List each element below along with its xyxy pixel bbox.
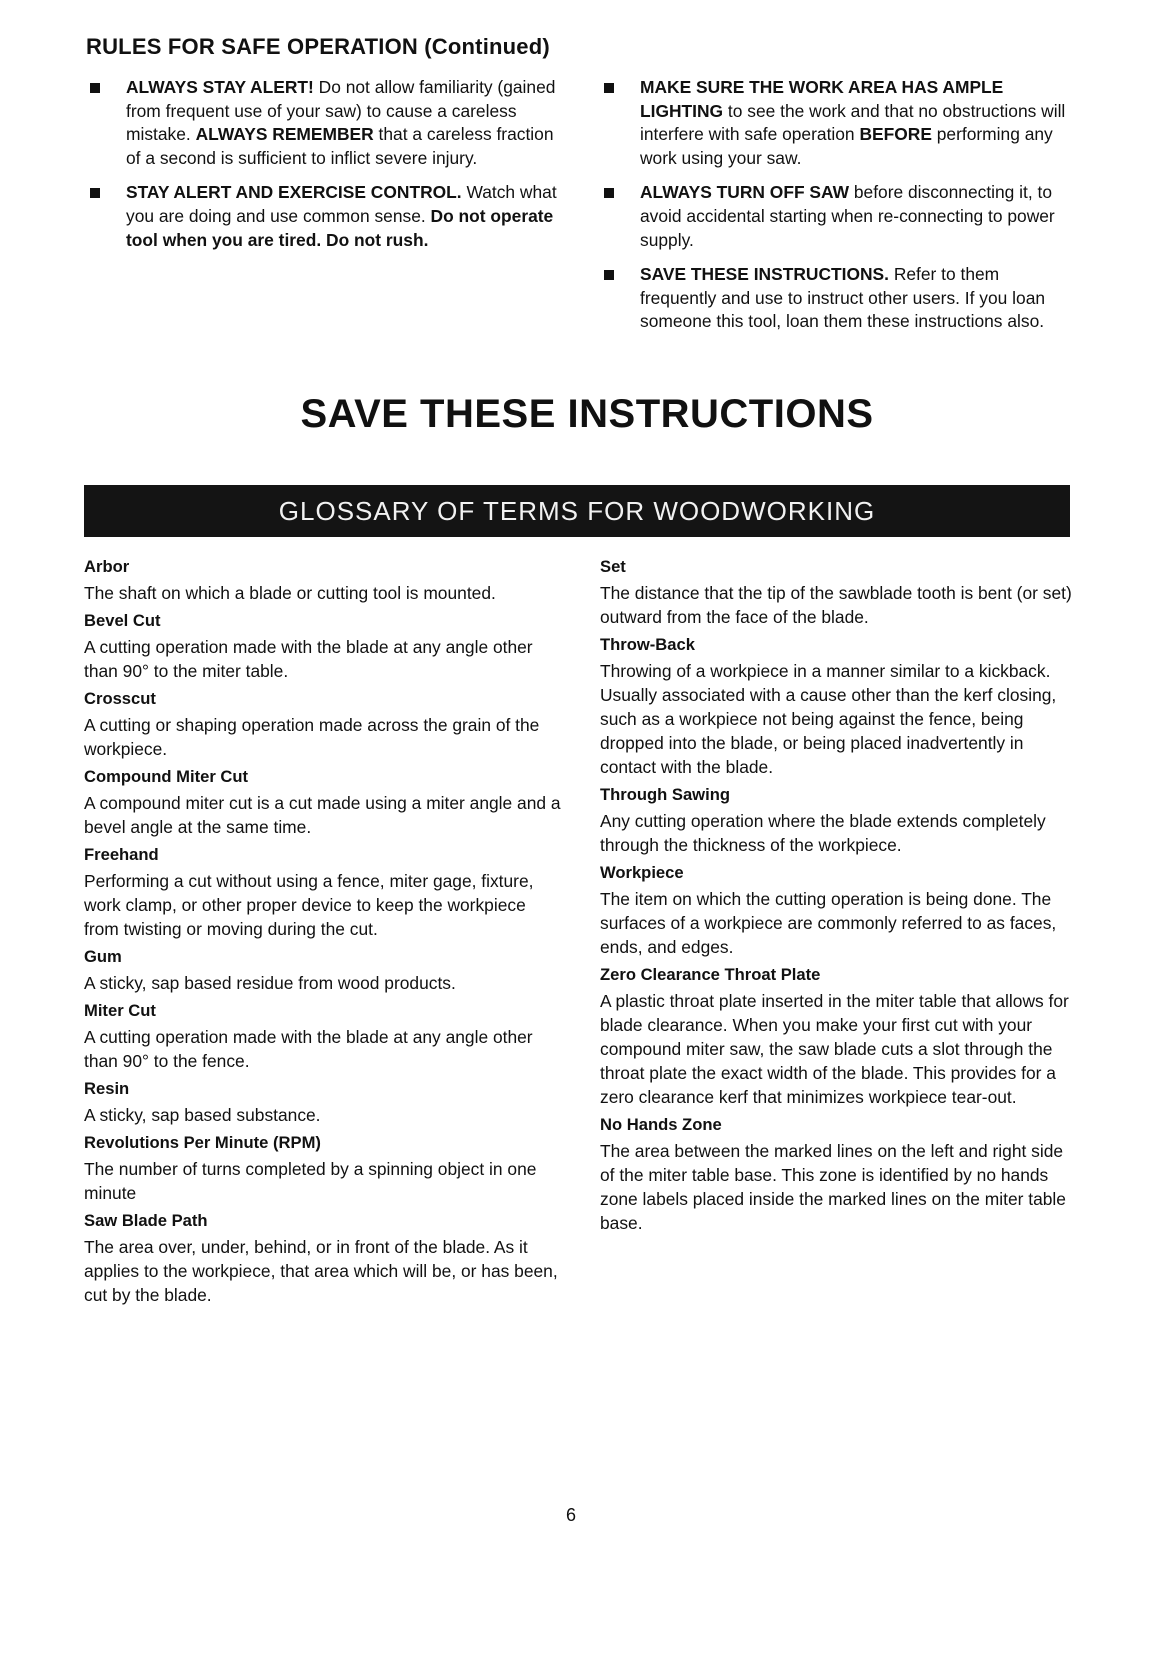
glossary-entry (600, 634, 1080, 779)
glossary-banner: GLOSSARY OF TERMS FOR WOODWORKING (84, 485, 1070, 537)
rule-text: performing any work using your saw. (640, 124, 1053, 168)
section-title: RULES FOR SAFE OPERATION (Continued) (86, 34, 550, 59)
glossary-term: Workpiece (600, 863, 684, 882)
safety-rule (600, 181, 1070, 252)
glossary-term: Resin (84, 1079, 130, 1098)
glossary-definition: Performing a cut without using a fence, miter gage, fixture, work clamp, or other proper device to keep the workpiece from twisting or moving during the cut. (84, 871, 534, 939)
rule-emphasis: SAVE THESE INSTRUCTIONS. (640, 264, 889, 285)
glossary-right-column (600, 556, 1080, 1240)
glossary-term: Freehand (84, 845, 159, 864)
glossary-entry (600, 1114, 1080, 1235)
glossary-entry (600, 784, 1080, 857)
rule-text: Refer to them frequently and use to instruct other users. If you loan someone this tool, loan them these instructions also. (640, 264, 1046, 332)
square-bullet-icon (604, 270, 614, 280)
safety-rule (86, 76, 564, 170)
glossary-term: Bevel Cut (84, 611, 161, 630)
rule-emphasis: ALWAYS STAY ALERT! (126, 77, 314, 97)
page-number: 6 (566, 1505, 577, 1525)
rule-emphasis: ALWAYS TURN OFF SAW (640, 182, 850, 203)
glossary-definition: A sticky, sap based residue from wood products. (84, 973, 456, 993)
glossary-definition: A cutting or shaping operation made across the grain of the workpiece. (84, 715, 540, 759)
glossary-term: Revolutions Per Minute (RPM) (84, 1133, 321, 1152)
glossary-entry (84, 610, 564, 683)
square-bullet-icon (604, 83, 614, 93)
glossary-definition: A cutting operation made with the blade at any angle other than 90° to the fence. (84, 1027, 533, 1071)
glossary-entry (84, 1000, 564, 1073)
rule-emphasis: STAY ALERT AND EXERCISE CONTROL. (126, 182, 462, 203)
glossary-term: Throw-Back (600, 635, 695, 654)
square-bullet-icon (90, 83, 100, 93)
rule-text: Watch what you are doing and use common sense. (126, 182, 557, 226)
safety-rule (600, 263, 1070, 334)
rule-emphasis: Do not operate tool when you are tired. Do not rush. (126, 205, 554, 250)
glossary-entry (84, 1078, 564, 1127)
glossary-term: Zero Clearance Throat Plate (600, 965, 821, 984)
glossary-entry (84, 766, 564, 839)
glossary-entry (84, 844, 564, 941)
glossary-entry (600, 862, 1080, 959)
glossary-entry (84, 1132, 564, 1205)
square-bullet-icon (604, 188, 614, 198)
rule-text: that a careless fraction of a second is sufficient to inflict severe injury. (126, 124, 554, 168)
glossary-definition: Throwing of a workpiece in a manner similar to a kickback. Usually associated with a cause other than the kerf closing, such as a workpiece not being against the fence, being dropped into the blade, or being placed inadvertently in contact with the blade. (600, 661, 1057, 777)
glossary-entry (84, 1210, 564, 1307)
glossary-term: Through Sawing (600, 785, 730, 804)
rules-right-column (600, 76, 1070, 345)
glossary-term: Compound Miter Cut (84, 767, 249, 786)
rule-text: before disconnecting it, to avoid accidental starting when re-connecting to power supply. (640, 182, 1055, 250)
glossary-entry (600, 964, 1080, 1109)
glossary-term: Crosscut (84, 689, 156, 708)
glossary-term: Saw Blade Path (84, 1211, 208, 1230)
glossary-definition: A compound miter cut is a cut made using a miter angle and a bevel angle at the same time. (84, 793, 561, 837)
glossary-definition: A plastic throat plate inserted in the miter table that allows for blade clearance. When you make your first cut with your compound miter saw, the saw blade cuts a slot through the throat plate the exact width of the blade. This provides for a zero clearance kerf that minimizes workpiece tear-out. (600, 991, 1069, 1107)
glossary-entry (84, 556, 564, 605)
glossary-entry (84, 946, 564, 995)
rule-emphasis: BEFORE (859, 124, 932, 145)
safety-rule (86, 181, 564, 252)
glossary-definition: The shaft on which a blade or cutting tool is mounted. (84, 583, 496, 603)
glossary-definition: A cutting operation made with the blade at any angle other than 90° to the miter table. (84, 637, 533, 681)
save-instructions-heading: SAVE THESE INSTRUCTIONS (300, 392, 874, 436)
glossary-definition: A sticky, sap based substance. (84, 1105, 321, 1125)
glossary-definition: The item on which the cutting operation is being done. The surfaces of a workpiece are commonly referred to as faces, ends, and edges. (600, 889, 1057, 957)
rule-text: Do not allow familiarity (gained from frequent use of your saw) to cause a careless mistake. (126, 77, 556, 145)
rule-emphasis: MAKE SURE THE WORK AREA HAS AMPLE LIGHTING (640, 77, 1004, 121)
rule-text: to see the work and that no obstructions will interfere with safe operation (640, 100, 1066, 145)
rule-emphasis: ALWAYS REMEMBER (195, 124, 374, 145)
glossary-definition: The number of turns completed by a spinning object in one minute (84, 1159, 537, 1203)
glossary-term: No Hands Zone (600, 1115, 722, 1134)
glossary-entry (84, 688, 564, 761)
glossary-definition: Any cutting operation where the blade extends completely through the thickness of the workpiece. (600, 811, 1046, 855)
glossary-definition: The area between the marked lines on the left and right side of the miter table base. This zone is identified by no hands zone labels placed inside the marked lines on the miter table base. (600, 1141, 1066, 1233)
safety-rule (600, 76, 1070, 170)
glossary-definition: The distance that the tip of the sawblade tooth is bent (or set) outward from the face of the blade. (600, 583, 1072, 627)
square-bullet-icon (90, 188, 100, 198)
glossary-term: Arbor (84, 557, 130, 576)
glossary-term: Gum (84, 947, 122, 966)
glossary-left-column (84, 556, 564, 1312)
glossary-entry (600, 556, 1080, 629)
glossary-term: Set (600, 557, 626, 576)
glossary-definition: The area over, under, behind, or in front of the blade. As it applies to the workpiece, that area which will be, or has been, cut by the blade. (84, 1237, 558, 1305)
glossary-term: Miter Cut (84, 1001, 156, 1020)
rules-left-column (86, 76, 564, 263)
